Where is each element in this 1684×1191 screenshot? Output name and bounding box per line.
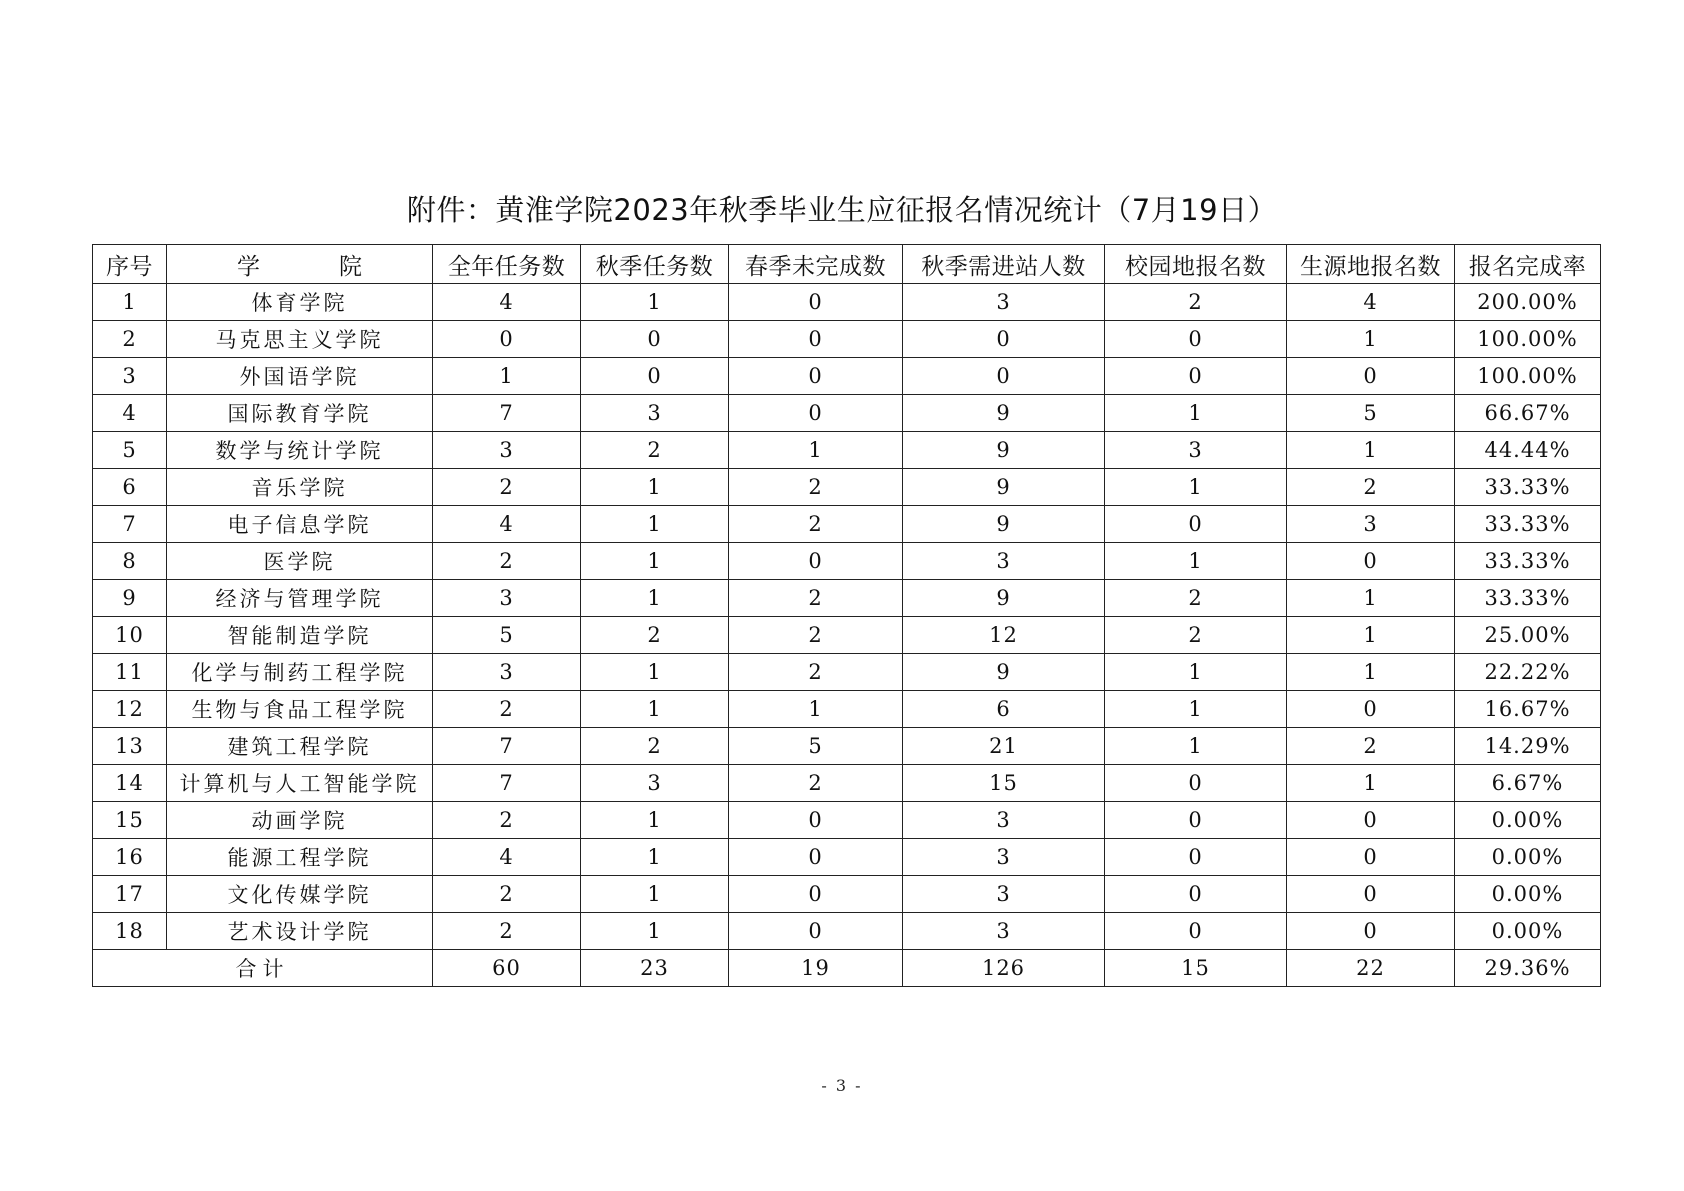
cell-college: 音乐学院 — [167, 469, 433, 506]
cell-completion-rate: 25.00% — [1455, 617, 1601, 654]
page-number: - 3 - — [821, 1076, 863, 1095]
cell-college: 医学院 — [167, 543, 433, 580]
cell-college: 建筑工程学院 — [167, 728, 433, 765]
table-row — [93, 395, 1601, 432]
cell-origin-registration: 3 — [1287, 506, 1455, 543]
cell-spring-incomplete: 2 — [729, 469, 903, 506]
table-row — [93, 802, 1601, 839]
table-row — [93, 432, 1601, 469]
cell-index: 8 — [93, 543, 167, 580]
cell-college: 体育学院 — [167, 284, 433, 321]
table-row — [93, 876, 1601, 913]
cell-annual-task: 2 — [433, 691, 581, 728]
cell-college: 动画学院 — [167, 802, 433, 839]
cell-autumn-task: 1 — [581, 543, 729, 580]
cell-completion-rate: 0.00% — [1455, 876, 1601, 913]
cell-campus-registration: 1 — [1105, 654, 1287, 691]
cell-autumn-task: 0 — [581, 358, 729, 395]
cell-origin-registration: 2 — [1287, 469, 1455, 506]
cell-college: 马克思主义学院 — [167, 321, 433, 358]
cell-autumn-required: 21 — [903, 728, 1105, 765]
cell-completion-rate: 14.29% — [1455, 728, 1601, 765]
cell-origin-registration: 0 — [1287, 802, 1455, 839]
total-campus-registration: 15 — [1105, 950, 1287, 987]
total-origin-registration: 22 — [1287, 950, 1455, 987]
table-row — [93, 691, 1601, 728]
cell-campus-registration: 0 — [1105, 802, 1287, 839]
cell-annual-task: 5 — [433, 617, 581, 654]
cell-completion-rate: 33.33% — [1455, 580, 1601, 617]
cell-campus-registration: 2 — [1105, 284, 1287, 321]
cell-annual-task: 3 — [433, 580, 581, 617]
cell-campus-registration: 1 — [1105, 728, 1287, 765]
cell-origin-registration: 4 — [1287, 284, 1455, 321]
cell-completion-rate: 66.67% — [1455, 395, 1601, 432]
cell-annual-task: 7 — [433, 728, 581, 765]
cell-completion-rate: 100.00% — [1455, 358, 1601, 395]
cell-campus-registration: 1 — [1105, 691, 1287, 728]
cell-campus-registration: 0 — [1105, 765, 1287, 802]
header-autumn-task: 秋季任务数 — [581, 245, 729, 284]
cell-autumn-required: 9 — [903, 432, 1105, 469]
cell-origin-registration: 0 — [1287, 691, 1455, 728]
cell-index: 12 — [93, 691, 167, 728]
cell-autumn-task: 1 — [581, 469, 729, 506]
cell-spring-incomplete: 0 — [729, 321, 903, 358]
table-row — [93, 913, 1601, 950]
cell-spring-incomplete: 2 — [729, 506, 903, 543]
cell-college: 数学与统计学院 — [167, 432, 433, 469]
cell-autumn-task: 2 — [581, 617, 729, 654]
table-body — [93, 284, 1601, 987]
cell-campus-registration: 1 — [1105, 469, 1287, 506]
cell-autumn-task: 0 — [581, 321, 729, 358]
cell-campus-registration: 0 — [1105, 321, 1287, 358]
cell-origin-registration: 1 — [1287, 617, 1455, 654]
cell-autumn-task: 2 — [581, 432, 729, 469]
cell-completion-rate: 44.44% — [1455, 432, 1601, 469]
cell-spring-incomplete: 1 — [729, 432, 903, 469]
cell-autumn-required: 12 — [903, 617, 1105, 654]
table-row — [93, 469, 1601, 506]
cell-autumn-required: 9 — [903, 580, 1105, 617]
table-row — [93, 358, 1601, 395]
cell-annual-task: 3 — [433, 432, 581, 469]
table-row — [93, 728, 1601, 765]
table-row — [93, 617, 1601, 654]
cell-index: 18 — [93, 913, 167, 950]
cell-origin-registration: 1 — [1287, 765, 1455, 802]
table-row — [93, 765, 1601, 802]
cell-origin-registration: 0 — [1287, 358, 1455, 395]
total-annual-task: 60 — [433, 950, 581, 987]
cell-origin-registration: 1 — [1287, 432, 1455, 469]
cell-campus-registration: 2 — [1105, 580, 1287, 617]
cell-origin-registration: 1 — [1287, 580, 1455, 617]
cell-autumn-task: 1 — [581, 913, 729, 950]
cell-annual-task: 7 — [433, 765, 581, 802]
cell-index: 11 — [93, 654, 167, 691]
cell-autumn-required: 9 — [903, 395, 1105, 432]
cell-campus-registration: 1 — [1105, 395, 1287, 432]
cell-origin-registration: 0 — [1287, 543, 1455, 580]
cell-spring-incomplete: 2 — [729, 617, 903, 654]
cell-completion-rate: 0.00% — [1455, 913, 1601, 950]
cell-autumn-task: 1 — [581, 654, 729, 691]
cell-autumn-task: 2 — [581, 728, 729, 765]
total-completion-rate: 29.36% — [1455, 950, 1601, 987]
cell-autumn-task: 3 — [581, 765, 729, 802]
cell-autumn-required: 3 — [903, 543, 1105, 580]
table-row — [93, 321, 1601, 358]
cell-college: 电子信息学院 — [167, 506, 433, 543]
cell-origin-registration: 5 — [1287, 395, 1455, 432]
cell-college: 外国语学院 — [167, 358, 433, 395]
cell-campus-registration: 0 — [1105, 876, 1287, 913]
cell-spring-incomplete: 0 — [729, 876, 903, 913]
cell-autumn-task: 1 — [581, 802, 729, 839]
cell-spring-incomplete: 1 — [729, 691, 903, 728]
cell-spring-incomplete: 0 — [729, 802, 903, 839]
cell-autumn-required: 3 — [903, 802, 1105, 839]
cell-campus-registration: 0 — [1105, 506, 1287, 543]
cell-annual-task: 4 — [433, 284, 581, 321]
cell-college: 文化传媒学院 — [167, 876, 433, 913]
header-origin-registration: 生源地报名数 — [1287, 245, 1455, 284]
cell-completion-rate: 6.67% — [1455, 765, 1601, 802]
cell-annual-task: 4 — [433, 506, 581, 543]
total-spring-incomplete: 19 — [729, 950, 903, 987]
cell-spring-incomplete: 2 — [729, 765, 903, 802]
cell-autumn-required: 9 — [903, 469, 1105, 506]
table-row — [93, 839, 1601, 876]
table-row — [93, 654, 1601, 691]
total-autumn-required: 126 — [903, 950, 1105, 987]
cell-spring-incomplete: 0 — [729, 839, 903, 876]
cell-autumn-task: 1 — [581, 506, 729, 543]
cell-autumn-required: 3 — [903, 284, 1105, 321]
cell-annual-task: 2 — [433, 543, 581, 580]
table-row — [93, 284, 1601, 321]
header-index: 序号 — [93, 245, 167, 284]
cell-index: 17 — [93, 876, 167, 913]
cell-index: 1 — [93, 284, 167, 321]
enlistment-statistics-table — [92, 244, 1601, 987]
cell-index: 4 — [93, 395, 167, 432]
cell-spring-incomplete: 2 — [729, 580, 903, 617]
header-autumn-required: 秋季需进站人数 — [903, 245, 1105, 284]
cell-annual-task: 2 — [433, 913, 581, 950]
cell-college: 智能制造学院 — [167, 617, 433, 654]
cell-completion-rate: 22.22% — [1455, 654, 1601, 691]
cell-index: 6 — [93, 469, 167, 506]
cell-campus-registration: 0 — [1105, 913, 1287, 950]
cell-annual-task: 7 — [433, 395, 581, 432]
cell-index: 3 — [93, 358, 167, 395]
cell-completion-rate: 0.00% — [1455, 839, 1601, 876]
table-row — [93, 543, 1601, 580]
cell-autumn-task: 1 — [581, 580, 729, 617]
cell-origin-registration: 1 — [1287, 321, 1455, 358]
cell-annual-task: 1 — [433, 358, 581, 395]
table-header-row — [93, 245, 1601, 284]
header-annual-task: 全年任务数 — [433, 245, 581, 284]
cell-annual-task: 2 — [433, 469, 581, 506]
cell-autumn-task: 3 — [581, 395, 729, 432]
cell-completion-rate: 33.33% — [1455, 469, 1601, 506]
cell-index: 16 — [93, 839, 167, 876]
total-autumn-task: 23 — [581, 950, 729, 987]
cell-spring-incomplete: 0 — [729, 913, 903, 950]
cell-campus-registration: 0 — [1105, 358, 1287, 395]
cell-index: 7 — [93, 506, 167, 543]
table-row — [93, 580, 1601, 617]
cell-annual-task: 0 — [433, 321, 581, 358]
cell-college: 国际教育学院 — [167, 395, 433, 432]
cell-origin-registration: 0 — [1287, 876, 1455, 913]
cell-annual-task: 3 — [433, 654, 581, 691]
cell-autumn-required: 0 — [903, 321, 1105, 358]
cell-index: 13 — [93, 728, 167, 765]
cell-completion-rate: 0.00% — [1455, 802, 1601, 839]
cell-autumn-required: 9 — [903, 654, 1105, 691]
cell-index: 5 — [93, 432, 167, 469]
cell-college: 生物与食品工程学院 — [167, 691, 433, 728]
cell-annual-task: 2 — [433, 876, 581, 913]
cell-origin-registration: 2 — [1287, 728, 1455, 765]
cell-spring-incomplete: 0 — [729, 358, 903, 395]
cell-autumn-required: 3 — [903, 876, 1105, 913]
cell-index: 9 — [93, 580, 167, 617]
cell-campus-registration: 0 — [1105, 839, 1287, 876]
table-total-row — [93, 950, 1601, 987]
cell-spring-incomplete: 0 — [729, 284, 903, 321]
header-campus-registration: 校园地报名数 — [1105, 245, 1287, 284]
cell-completion-rate: 33.33% — [1455, 506, 1601, 543]
cell-autumn-task: 1 — [581, 876, 729, 913]
total-label: 合计 — [93, 950, 433, 987]
table-row — [93, 506, 1601, 543]
header-college: 学 院 — [167, 245, 433, 284]
cell-completion-rate: 33.33% — [1455, 543, 1601, 580]
cell-spring-incomplete: 0 — [729, 543, 903, 580]
cell-index: 10 — [93, 617, 167, 654]
cell-college: 能源工程学院 — [167, 839, 433, 876]
cell-spring-incomplete: 0 — [729, 395, 903, 432]
cell-college: 艺术设计学院 — [167, 913, 433, 950]
cell-index: 15 — [93, 802, 167, 839]
cell-completion-rate: 100.00% — [1455, 321, 1601, 358]
cell-college: 化学与制药工程学院 — [167, 654, 433, 691]
cell-autumn-required: 3 — [903, 913, 1105, 950]
cell-campus-registration: 3 — [1105, 432, 1287, 469]
cell-autumn-required: 6 — [903, 691, 1105, 728]
cell-annual-task: 2 — [433, 802, 581, 839]
cell-origin-registration: 1 — [1287, 654, 1455, 691]
cell-autumn-required: 15 — [903, 765, 1105, 802]
cell-campus-registration: 2 — [1105, 617, 1287, 654]
cell-college: 经济与管理学院 — [167, 580, 433, 617]
cell-autumn-required: 0 — [903, 358, 1105, 395]
header-completion-rate: 报名完成率 — [1455, 245, 1601, 284]
cell-completion-rate: 16.67% — [1455, 691, 1601, 728]
cell-completion-rate: 200.00% — [1455, 284, 1601, 321]
cell-annual-task: 4 — [433, 839, 581, 876]
cell-campus-registration: 1 — [1105, 543, 1287, 580]
document-title: 附件：黄淮学院2023年秋季毕业生应征报名情况统计（7月19日） — [406, 193, 1278, 227]
cell-index: 2 — [93, 321, 167, 358]
cell-spring-incomplete: 2 — [729, 654, 903, 691]
cell-autumn-task: 1 — [581, 691, 729, 728]
cell-autumn-required: 3 — [903, 839, 1105, 876]
cell-origin-registration: 0 — [1287, 913, 1455, 950]
cell-college: 计算机与人工智能学院 — [167, 765, 433, 802]
cell-index: 14 — [93, 765, 167, 802]
cell-autumn-required: 9 — [903, 506, 1105, 543]
cell-autumn-task: 1 — [581, 284, 729, 321]
cell-origin-registration: 0 — [1287, 839, 1455, 876]
cell-autumn-task: 1 — [581, 839, 729, 876]
header-spring-incomplete: 春季未完成数 — [729, 245, 903, 284]
cell-spring-incomplete: 5 — [729, 728, 903, 765]
